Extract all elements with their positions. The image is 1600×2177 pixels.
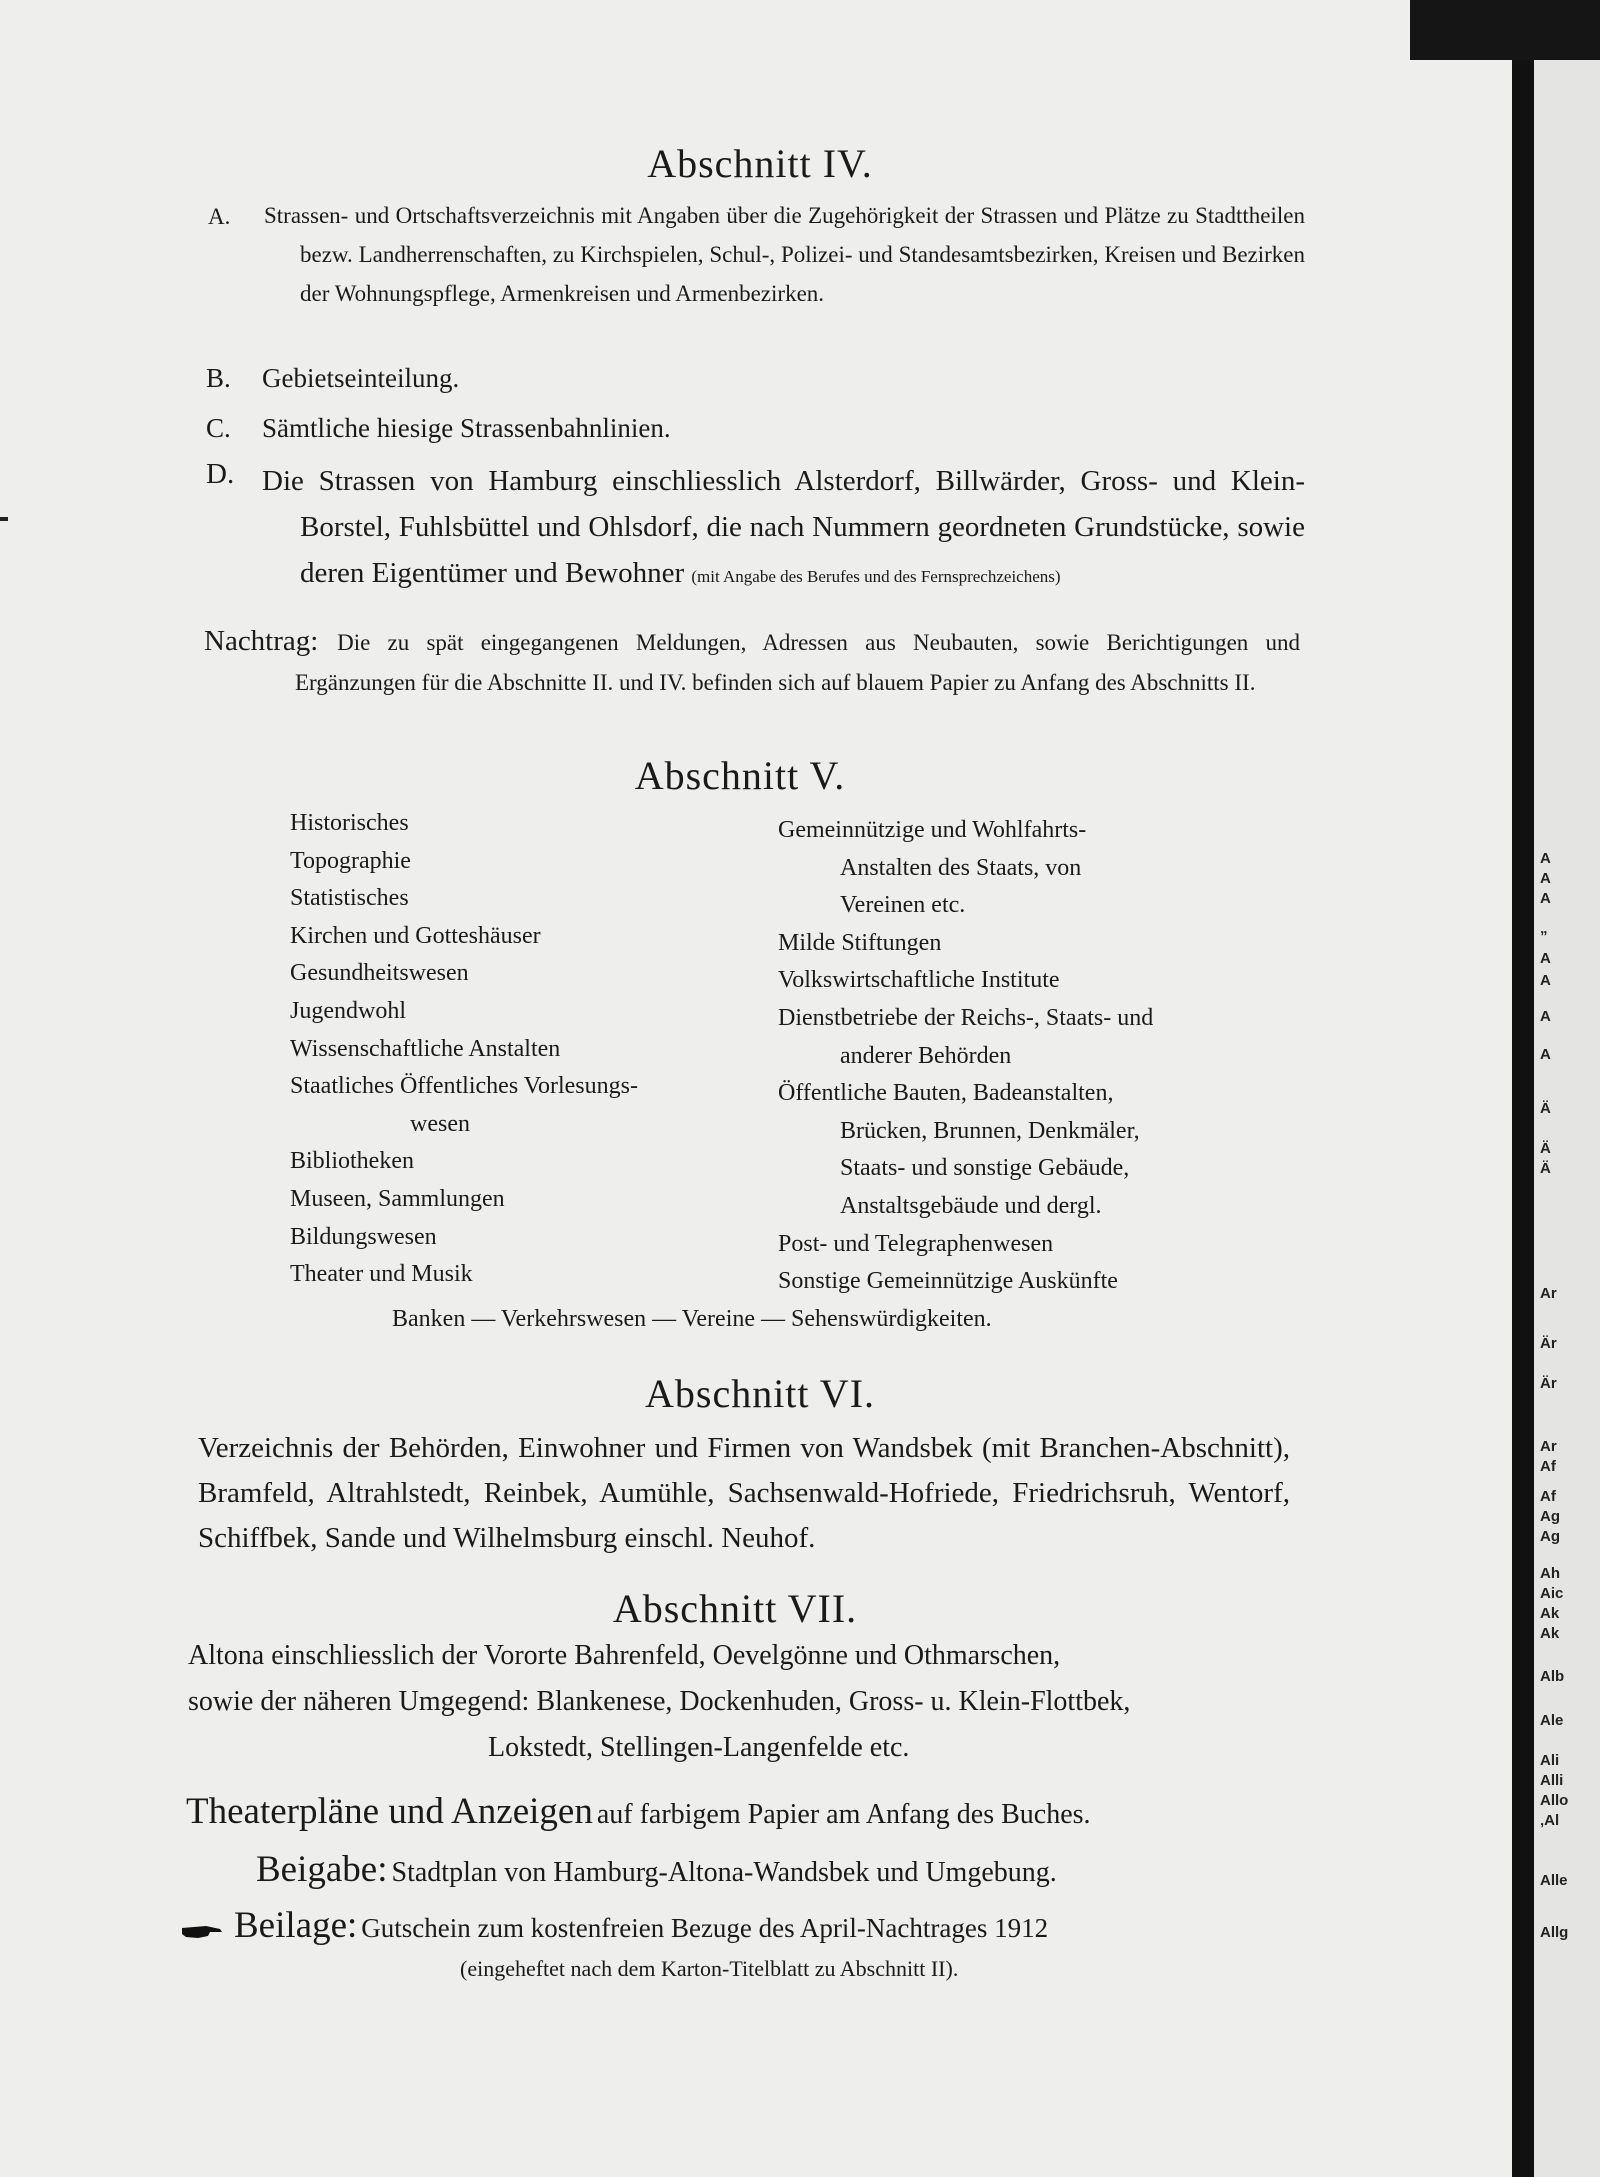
section-vii-heading: Abschnitt VII. <box>612 1586 858 1631</box>
adjacent-fragment: Ak <box>1540 1625 1560 1642</box>
adjacent-fragment: Af <box>1540 1458 1556 1475</box>
nachtrag-block <box>204 622 1301 702</box>
adjacent-fragment: Är <box>1540 1375 1557 1392</box>
theater-text: auf farbigem Papier am Anfang des Buches. <box>596 1799 1091 1830</box>
beilage-note: (eingeheftet nach dem Karton-Titelblatt zu Abschnitt II). <box>460 1956 959 1981</box>
beigabe-text: Stadtplan von Hamburg-Altona-Wandsbek und Umgebung. <box>391 1857 1057 1888</box>
beigabe-line <box>256 1848 1057 1891</box>
adjacent-fragment: Alb <box>1540 1668 1565 1685</box>
section-iv-heading: Abschnitt IV. <box>647 141 873 186</box>
section-v-footer-line: Banken — Verkehrswesen — Vereine — Sehenswürdigkeiten. <box>392 1306 992 1332</box>
adjacent-fragment: Ä <box>1540 1140 1551 1157</box>
right-item: Gemeinnützige und Wohlfahrts- <box>778 817 1087 843</box>
left-item: Staatliches Öffentliches Vorlesungs- <box>290 1073 638 1100</box>
adjacent-page-edge <box>1534 60 1600 2177</box>
right-item: Post- und Telegraphenwesen <box>778 1230 1054 1257</box>
adjacent-fragment: A <box>1540 950 1551 967</box>
adjacent-fragment: Ale <box>1540 1712 1564 1729</box>
left-item: Bildungswesen <box>290 1223 437 1250</box>
left-item: Gesundheitswesen <box>290 960 469 987</box>
adjacent-fragment: Ä <box>1540 1160 1551 1177</box>
adjacent-fragment: Ag <box>1540 1528 1560 1545</box>
right-item-continuation: Brücken, Brunnen, Denkmäler, <box>840 1117 1140 1144</box>
beilage-text: Gutschein zum kostenfreien Bezuge des April-Nachtrages 1912 <box>361 1913 1049 1943</box>
adjacent-fragment: Ag <box>1540 1508 1560 1525</box>
adjacent-fragment: A <box>1540 890 1551 907</box>
right-item-continuation: Vereinen etc. <box>840 892 966 919</box>
adjacent-fragment: Ah <box>1540 1565 1560 1582</box>
item-a-text: Strassen- und Ortschaftsverzeichnis mit Angaben über die Zugehörigkeit der Strassen und Plätze zu Stadttheilen bezw. Landherrenschaften, zu Kirchspielen, Schul-, Polizei- und Standesamtsbezirken, Kreisen und Bezirken der Wohnungspflege, Armenkreisen und Armenbezirken. <box>264 203 1305 306</box>
right-item-continuation: anderer Behörden <box>840 1042 1012 1069</box>
left-item: Museen, Sammlungen <box>290 1185 505 1212</box>
beilage-line <box>180 1904 1048 1947</box>
pointing-hand-icon <box>180 1920 230 1947</box>
adjacent-fragment: Aic <box>1540 1585 1564 1602</box>
left-item: Kirchen und Gotteshäuser <box>290 922 541 949</box>
section-v-heading: Abschnitt V. <box>634 753 846 798</box>
book-spine-gutter <box>1512 0 1534 2177</box>
right-item-continuation: Anstalten des Staats, von <box>840 854 1082 881</box>
left-item: Historisches <box>290 810 409 836</box>
adjacent-fragment: „ <box>1540 920 1548 937</box>
adjacent-fragment: A <box>1540 1008 1551 1025</box>
theater-label: Theaterpläne und Anzeigen <box>186 1791 593 1832</box>
left-item: Topographie <box>290 847 411 874</box>
item-d-block <box>262 458 1305 600</box>
right-item: Volkswirtschaftliche Institute <box>778 967 1060 994</box>
nachtrag-text: Die zu spät eingegangenen Meldungen, Adressen aus Neubauten, sowie Berichtigungen und Ergänzungen für die Abschnitte II. und IV. befinden sich auf blauem Papier zu Anfang des Abschnitts II. <box>295 630 1301 695</box>
adjacent-fragment: Alli <box>1540 1772 1564 1789</box>
left-item-continuation: wesen <box>410 1110 470 1137</box>
section-vii-line2: sowie der näheren Umgegend: Blankenese, Dockenhuden, Gross- u. Klein-Flottbek, <box>188 1686 1131 1717</box>
section-vii-line1: Altona einschliesslich der Vororte Bahrenfeld, Oevelgönne und Othmarschen, <box>188 1640 1061 1671</box>
theater-line <box>186 1790 1091 1833</box>
adjacent-fragment: Ar <box>1540 1438 1557 1455</box>
adjacent-fragment: A <box>1540 1046 1551 1063</box>
adjacent-fragment: Af <box>1540 1488 1556 1505</box>
item-b-letter: B. <box>206 363 231 393</box>
left-item: Statistisches <box>290 885 409 912</box>
section-vi-text: Verzeichnis der Behörden, Einwohner und Firmen von Wandsbek (mit Branchen-Abschnitt), Bramfeld, Altrahlstedt, Reinbek, Aumühle, Sachsenwald-Hofriede, Friedrichsruh, Wentorf, Schiffbek, Sande und Wilhelmsburg einschl. Neuhof. <box>198 1432 1290 1554</box>
beilage-label: Beilage: <box>234 1905 358 1946</box>
beigabe-label: Beigabe: <box>256 1849 388 1890</box>
right-item-continuation: Anstaltsgebäude und dergl. <box>840 1192 1102 1219</box>
item-c-letter: C. <box>206 413 231 443</box>
adjacent-fragment: ‚Al <box>1540 1812 1560 1829</box>
right-item-continuation: Staats- und sonstige Gebäude, <box>840 1155 1130 1182</box>
adjacent-fragment: Alle <box>1540 1872 1568 1889</box>
left-item: Theater und Musik <box>290 1261 473 1288</box>
adjacent-fragment: Allo <box>1540 1792 1569 1809</box>
nachtrag-label: Nachtrag: <box>204 625 319 657</box>
adjacent-fragment: Är <box>1540 1335 1557 1352</box>
adjacent-fragment: Ak <box>1540 1605 1560 1622</box>
item-b-text: Gebietseinteilung. <box>262 363 460 393</box>
adjacent-fragment: A <box>1540 870 1551 887</box>
right-item: Öffentliche Bauten, Badeanstalten, <box>778 1080 1114 1107</box>
scan-edge-shadow <box>1410 0 1600 60</box>
adjacent-fragment: Ar <box>1540 1285 1557 1302</box>
adjacent-fragment: A <box>1540 850 1551 867</box>
left-item: Wissenschaftliche Anstalten <box>290 1035 561 1062</box>
margin-mark <box>0 517 8 521</box>
section-vi-heading: Abschnitt VI. <box>644 1371 876 1416</box>
section-vii-line3: Lokstedt, Stellingen-Langenfelde etc. <box>488 1732 910 1763</box>
item-d-letter: D. <box>206 458 235 490</box>
right-item: Sonstige Gemeinnützige Auskünfte <box>778 1268 1118 1295</box>
right-item: Milde Stiftungen <box>778 929 942 956</box>
item-c-text: Sämtliche hiesige Strassenbahnlinien. <box>262 413 671 443</box>
left-item: Bibliotheken <box>290 1148 414 1175</box>
item-a-letter: A. <box>208 204 231 229</box>
adjacent-fragment: Ali <box>1540 1752 1560 1769</box>
adjacent-fragment: Ä <box>1540 1100 1551 1117</box>
section-v-right-column <box>778 812 1153 1301</box>
right-item: Dienstbetriebe der Reichs-, Staats- und <box>778 1004 1154 1031</box>
item-d-text: Die Strassen von Hamburg einschliesslich Alsterdorf, Billwärder, Gross- und Klein-Borstel, Fuhlsbüttel und Ohlsdorf, die nach Nummern geordneten Grundstücke, sowie deren Eigentümer und Bewohner <box>262 465 1305 589</box>
adjacent-fragment: Allg <box>1540 1924 1569 1941</box>
left-item: Jugendwohl <box>290 997 406 1024</box>
adjacent-fragment: A <box>1540 972 1551 989</box>
section-v-left-column <box>290 805 638 1294</box>
item-d-small: (mit Angabe des Berufes und des Fernsprechzeichens) <box>691 567 1061 586</box>
